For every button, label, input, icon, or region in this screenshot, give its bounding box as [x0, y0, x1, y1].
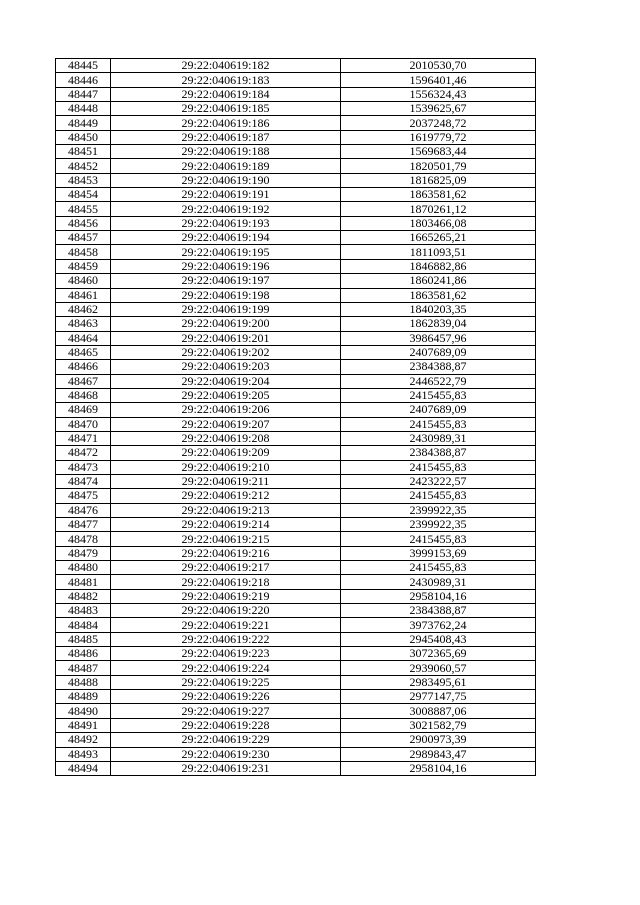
cadastral-value-cell: 1863581,62 [341, 188, 536, 202]
table-row [56, 59, 536, 73]
table-row [56, 374, 536, 388]
table-row [56, 231, 536, 245]
cadastral-number-cell: 29:22:040619:223 [111, 647, 341, 661]
table-row [56, 259, 536, 273]
table-row [56, 589, 536, 603]
cadastral-number-cell: 29:22:040619:188 [111, 145, 341, 159]
cadastral-number-cell: 29:22:040619:208 [111, 431, 341, 445]
cadastral-value-cell: 1619779,72 [341, 130, 536, 144]
cadastral-number-cell: 29:22:040619:229 [111, 733, 341, 747]
row-id-cell: 48453 [56, 173, 111, 187]
row-id-cell: 48451 [56, 145, 111, 159]
cadastral-number-cell: 29:22:040619:187 [111, 130, 341, 144]
cadastral-value-cell: 1556324,43 [341, 87, 536, 101]
cadastral-value-cell: 1665265,21 [341, 231, 536, 245]
cadastral-number-cell: 29:22:040619:183 [111, 73, 341, 87]
row-id-cell: 48486 [56, 647, 111, 661]
cadastral-number-cell: 29:22:040619:199 [111, 302, 341, 316]
table-row [56, 87, 536, 101]
cadastral-value-cell: 2384388,87 [341, 446, 536, 460]
table-row [56, 446, 536, 460]
table-row [56, 173, 536, 187]
cadastral-value-cell: 2945408,43 [341, 632, 536, 646]
cadastral-number-cell: 29:22:040619:224 [111, 661, 341, 675]
row-id-cell: 48476 [56, 503, 111, 517]
row-id-cell: 48465 [56, 345, 111, 359]
cadastral-number-cell: 29:22:040619:226 [111, 690, 341, 704]
row-id-cell: 48452 [56, 159, 111, 173]
cadastral-value-cell: 2446522,79 [341, 374, 536, 388]
cadastral-number-cell: 29:22:040619:194 [111, 231, 341, 245]
row-id-cell: 48460 [56, 274, 111, 288]
cadastral-number-cell: 29:22:040619:192 [111, 202, 341, 216]
cadastral-number-cell: 29:22:040619:182 [111, 59, 341, 73]
cadastral-number-cell: 29:22:040619:200 [111, 317, 341, 331]
cadastral-number-cell: 29:22:040619:206 [111, 403, 341, 417]
document-page [55, 58, 536, 776]
table-row [56, 575, 536, 589]
row-id-cell: 48480 [56, 561, 111, 575]
cadastral-value-cell: 1863581,62 [341, 288, 536, 302]
cadastral-value-cell: 1862839,04 [341, 317, 536, 331]
cadastral-number-cell: 29:22:040619:185 [111, 102, 341, 116]
cadastral-number-cell: 29:22:040619:225 [111, 675, 341, 689]
table-row [56, 489, 536, 503]
row-id-cell: 48488 [56, 675, 111, 689]
table-row [56, 518, 536, 532]
cadastral-number-cell: 29:22:040619:190 [111, 173, 341, 187]
row-id-cell: 48446 [56, 73, 111, 87]
cadastral-number-cell: 29:22:040619:228 [111, 718, 341, 732]
table-row [56, 245, 536, 259]
table-row [56, 561, 536, 575]
row-id-cell: 48477 [56, 518, 111, 532]
row-id-cell: 48482 [56, 589, 111, 603]
cadastral-number-cell: 29:22:040619:198 [111, 288, 341, 302]
table-row [56, 503, 536, 517]
cadastral-number-cell: 29:22:040619:201 [111, 331, 341, 345]
table-row [56, 417, 536, 431]
cadastral-value-cell: 1820501,79 [341, 159, 536, 173]
row-id-cell: 48445 [56, 59, 111, 73]
cadastral-value-cell: 2900973,39 [341, 733, 536, 747]
cadastral-value-cell: 3008887,06 [341, 704, 536, 718]
table-body [56, 59, 536, 776]
table-row [56, 202, 536, 216]
table-row [56, 345, 536, 359]
table-row [56, 403, 536, 417]
row-id-cell: 48457 [56, 231, 111, 245]
cadastral-value-cell: 1870261,12 [341, 202, 536, 216]
cadastral-number-cell: 29:22:040619:189 [111, 159, 341, 173]
table-row [56, 360, 536, 374]
table-row [56, 661, 536, 675]
cadastral-number-cell: 29:22:040619:215 [111, 532, 341, 546]
cadastral-number-cell: 29:22:040619:219 [111, 589, 341, 603]
cadastral-value-cell: 2423222,57 [341, 474, 536, 488]
table-row [56, 188, 536, 202]
row-id-cell: 48461 [56, 288, 111, 302]
table-row [56, 102, 536, 116]
row-id-cell: 48481 [56, 575, 111, 589]
cadastral-number-cell: 29:22:040619:220 [111, 604, 341, 618]
table-row [56, 331, 536, 345]
cadastral-value-cell: 2983495,61 [341, 675, 536, 689]
table-row [56, 288, 536, 302]
cadastral-number-cell: 29:22:040619:191 [111, 188, 341, 202]
table-row [56, 604, 536, 618]
row-id-cell: 48447 [56, 87, 111, 101]
row-id-cell: 48458 [56, 245, 111, 259]
cadastral-value-cell: 2939060,57 [341, 661, 536, 675]
cadastral-value-cell: 1539625,67 [341, 102, 536, 116]
cadastral-number-cell: 29:22:040619:222 [111, 632, 341, 646]
cadastral-value-cell: 2399922,35 [341, 503, 536, 517]
table-row [56, 216, 536, 230]
row-id-cell: 48454 [56, 188, 111, 202]
cadastral-value-cell: 2415455,83 [341, 489, 536, 503]
cadastral-number-cell: 29:22:040619:196 [111, 259, 341, 273]
row-id-cell: 48449 [56, 116, 111, 130]
cadastral-number-cell: 29:22:040619:195 [111, 245, 341, 259]
table-row [56, 431, 536, 445]
row-id-cell: 48487 [56, 661, 111, 675]
row-id-cell: 48490 [56, 704, 111, 718]
cadastral-number-cell: 29:22:040619:204 [111, 374, 341, 388]
row-id-cell: 48455 [56, 202, 111, 216]
row-id-cell: 48450 [56, 130, 111, 144]
cadastral-value-cell: 2415455,83 [341, 388, 536, 402]
row-id-cell: 48471 [56, 431, 111, 445]
cadastral-value-cell: 3973762,24 [341, 618, 536, 632]
row-id-cell: 48470 [56, 417, 111, 431]
cadastral-value-cell: 2415455,83 [341, 532, 536, 546]
cadastral-value-cell: 1816825,09 [341, 173, 536, 187]
row-id-cell: 48485 [56, 632, 111, 646]
row-id-cell: 48448 [56, 102, 111, 116]
row-id-cell: 48467 [56, 374, 111, 388]
row-id-cell: 48459 [56, 259, 111, 273]
table-row [56, 675, 536, 689]
table-row [56, 718, 536, 732]
cadastral-number-cell: 29:22:040619:203 [111, 360, 341, 374]
cadastral-value-cell: 2977147,75 [341, 690, 536, 704]
table-row [56, 690, 536, 704]
table-row [56, 474, 536, 488]
row-id-cell: 48456 [56, 216, 111, 230]
cadastral-number-cell: 29:22:040619:227 [111, 704, 341, 718]
row-id-cell: 48492 [56, 733, 111, 747]
cadastral-value-cell: 3021582,79 [341, 718, 536, 732]
table-row [56, 116, 536, 130]
cadastral-number-cell: 29:22:040619:211 [111, 474, 341, 488]
cadastral-value-cell: 2384388,87 [341, 604, 536, 618]
row-id-cell: 48464 [56, 331, 111, 345]
table-row [56, 632, 536, 646]
row-id-cell: 48478 [56, 532, 111, 546]
table-row [56, 73, 536, 87]
cadastral-value-cell: 2415455,83 [341, 417, 536, 431]
cadastral-value-cell: 1569683,44 [341, 145, 536, 159]
cadastral-value-cell: 2384388,87 [341, 360, 536, 374]
cadastral-value-cell: 2010530,70 [341, 59, 536, 73]
table-row [56, 274, 536, 288]
cadastral-value-cell: 2407689,09 [341, 403, 536, 417]
cadastral-value-cell: 2958104,16 [341, 589, 536, 603]
cadastral-number-cell: 29:22:040619:205 [111, 388, 341, 402]
cadastral-value-cell: 3986457,96 [341, 331, 536, 345]
cadastral-number-cell: 29:22:040619:216 [111, 546, 341, 560]
table-row [56, 704, 536, 718]
cadastral-value-cell: 1846882,86 [341, 259, 536, 273]
row-id-cell: 48493 [56, 747, 111, 761]
row-id-cell: 48483 [56, 604, 111, 618]
cadastral-number-cell: 29:22:040619:184 [111, 87, 341, 101]
table-row [56, 302, 536, 316]
cadastral-number-cell: 29:22:040619:213 [111, 503, 341, 517]
cadastral-number-cell: 29:22:040619:186 [111, 116, 341, 130]
cadastral-value-cell: 2430989,31 [341, 431, 536, 445]
row-id-cell: 48484 [56, 618, 111, 632]
table-row [56, 159, 536, 173]
cadastral-number-cell: 29:22:040619:221 [111, 618, 341, 632]
table-row [56, 317, 536, 331]
cadastral-number-cell: 29:22:040619:210 [111, 460, 341, 474]
cadastral-number-cell: 29:22:040619:231 [111, 761, 341, 775]
cadastral-number-cell: 29:22:040619:197 [111, 274, 341, 288]
table-row [56, 546, 536, 560]
table-row [56, 618, 536, 632]
cadastral-value-cell: 2415455,83 [341, 460, 536, 474]
cadastral-number-cell: 29:22:040619:202 [111, 345, 341, 359]
table-row [56, 130, 536, 144]
cadastral-number-cell: 29:22:040619:214 [111, 518, 341, 532]
row-id-cell: 48469 [56, 403, 111, 417]
table-row [56, 647, 536, 661]
table-row [56, 388, 536, 402]
cadastral-value-cell: 2415455,83 [341, 561, 536, 575]
row-id-cell: 48466 [56, 360, 111, 374]
table-row [56, 733, 536, 747]
cadastral-value-table [55, 58, 536, 776]
row-id-cell: 48494 [56, 761, 111, 775]
cadastral-value-cell: 1596401,46 [341, 73, 536, 87]
cadastral-value-cell: 3999153,69 [341, 546, 536, 560]
row-id-cell: 48473 [56, 460, 111, 474]
table-row [56, 747, 536, 761]
cadastral-value-cell: 3072365,69 [341, 647, 536, 661]
row-id-cell: 48475 [56, 489, 111, 503]
cadastral-value-cell: 2037248,72 [341, 116, 536, 130]
cadastral-value-cell: 1860241,86 [341, 274, 536, 288]
cadastral-number-cell: 29:22:040619:209 [111, 446, 341, 460]
cadastral-number-cell: 29:22:040619:212 [111, 489, 341, 503]
table-row [56, 761, 536, 775]
cadastral-value-cell: 2958104,16 [341, 761, 536, 775]
cadastral-value-cell: 2407689,09 [341, 345, 536, 359]
row-id-cell: 48462 [56, 302, 111, 316]
cadastral-value-cell: 2399922,35 [341, 518, 536, 532]
cadastral-value-cell: 2430989,31 [341, 575, 536, 589]
table-row [56, 532, 536, 546]
table-row [56, 145, 536, 159]
row-id-cell: 48472 [56, 446, 111, 460]
cadastral-value-cell: 1811093,51 [341, 245, 536, 259]
cadastral-value-cell: 2989843,47 [341, 747, 536, 761]
row-id-cell: 48489 [56, 690, 111, 704]
cadastral-value-cell: 1840203,35 [341, 302, 536, 316]
table-row [56, 460, 536, 474]
cadastral-number-cell: 29:22:040619:193 [111, 216, 341, 230]
cadastral-number-cell: 29:22:040619:217 [111, 561, 341, 575]
row-id-cell: 48474 [56, 474, 111, 488]
cadastral-value-cell: 1803466,08 [341, 216, 536, 230]
row-id-cell: 48491 [56, 718, 111, 732]
row-id-cell: 48463 [56, 317, 111, 331]
row-id-cell: 48479 [56, 546, 111, 560]
cadastral-number-cell: 29:22:040619:207 [111, 417, 341, 431]
cadastral-number-cell: 29:22:040619:218 [111, 575, 341, 589]
row-id-cell: 48468 [56, 388, 111, 402]
cadastral-number-cell: 29:22:040619:230 [111, 747, 341, 761]
